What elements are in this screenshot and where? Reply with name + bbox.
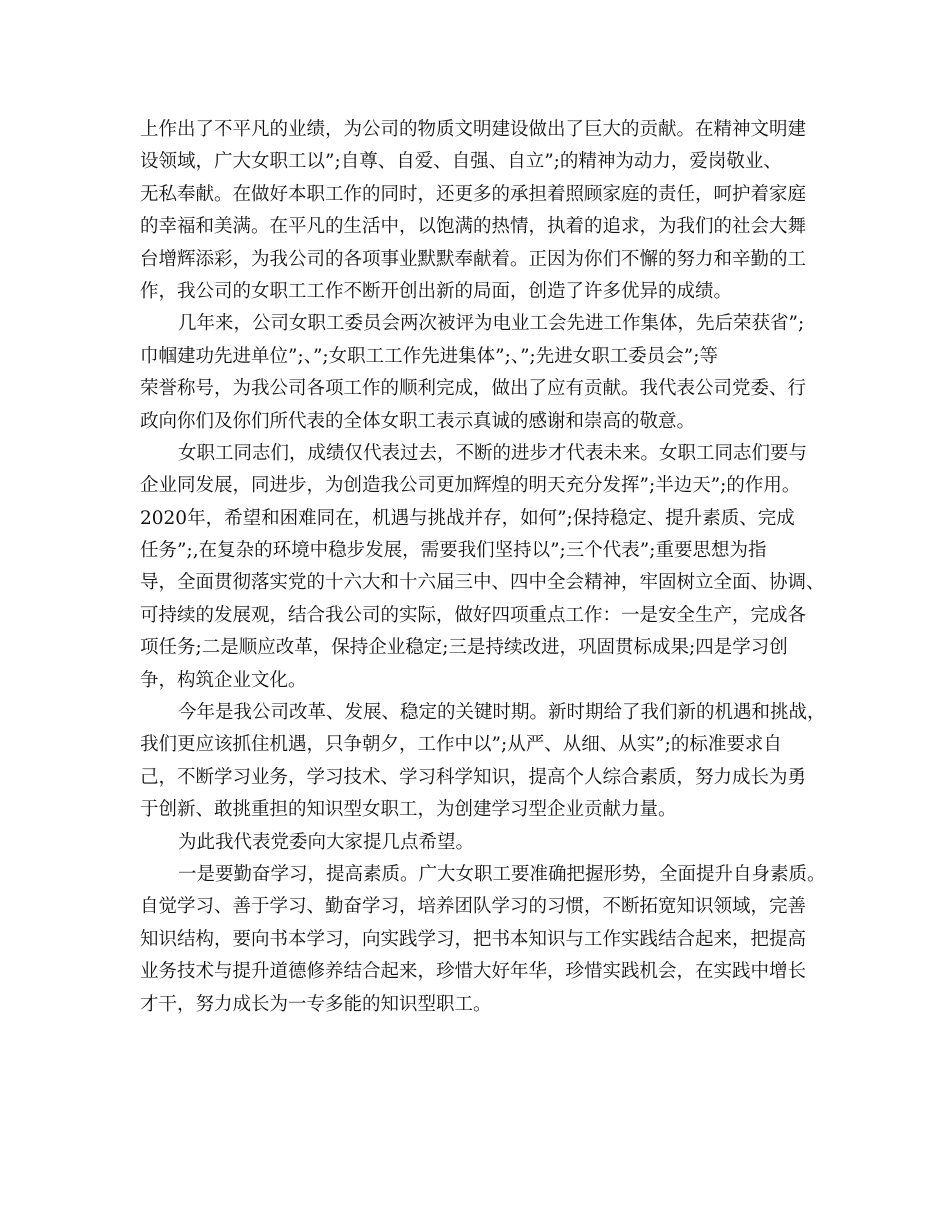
text-line: 自觉学习、善于学习、勤奋学习，培养团队学习的习惯，不断拓宽知识领域，完善 (140, 896, 807, 918)
text-line: 2020年，希望和困难同在，机遇与挑战并存，如何”;保持稳定、提升素质、完成 (140, 507, 795, 529)
paragraph-first-line: 一是要勤奋学习，提高素质。广大女职工要准确把握形势，全面提升自身素质。 (178, 863, 826, 885)
text-line: 知识结构，要向书本学习，向实践学习，把书本知识与工作实践结合起来，把提高 (140, 928, 807, 950)
text-line: 上作出了不平凡的业绩，为公司的物质文明建设做出了巨大的贡献。在精神文明建 (140, 119, 807, 140)
text-line: 巾帼建功先进单位”;、”;女职工工作先进集体”;、”;先进女职工委员会”;等 (140, 345, 718, 367)
text-line: 项任务;二是顺应改革，保持企业稳定;三是持续改进，巩固贯标成果;四是学习创 (140, 637, 788, 659)
text-line: 设领域，广大女职工以”;自尊、自爱、自强、自立”;的精神为动力，爱岗敬业、 (140, 151, 782, 173)
document-body (140, 114, 826, 1021)
text-line: 无私奉献。在做好本职工作的同时，还更多的承担着照顾家庭的责任，呵护着家庭 (140, 183, 807, 205)
text-line: 企业同发展，同进步，为创造我公司更加辉煌的明天充分发挥”;半边天”;的作用。 (140, 475, 801, 497)
text-line: 导，全面贯彻落实党的十六大和十六届三中、四中全会精神，牢固树立全面、协调、 (140, 572, 825, 594)
text-line: 台增辉添彩，为我公司的各项事业默默奉献着。正因为你们不懈的努力和辛勤的工 (140, 248, 807, 270)
paragraph-first-line: 几年来，公司女职工委员会两次被评为电业工会先进工作集体，先后荣获省”; (178, 313, 805, 335)
text-line: 可持续的发展观，结合我公司的实际，做好四项重点工作：一是安全生产，完成各 (140, 604, 807, 626)
paragraph-first-line: 为此我代表党委向大家提几点希望。 (178, 831, 475, 853)
text-line: 于创新、敢挑重担的知识型女职工，为创建学习型企业贡献力量。 (140, 799, 677, 821)
text-line: 政向你们及你们所代表的全体女职工表示真诚的感谢和崇高的敬意。 (140, 410, 696, 432)
paragraph-first-line: 女职工同志们，成绩仅代表过去，不断的进步才代表未来。女职工同志们要与 (178, 442, 808, 464)
text-line: 荣誉称号，为我公司各项工作的顺利完成，做出了应有贡献。我代表公司党委、行 (140, 378, 807, 400)
text-line: 才干，努力成长为一专多能的知识型职工。 (140, 993, 492, 1015)
text-line: 的幸福和美满。在平凡的生活中，以饱满的热情，执着的追求，为我们的社会大舞 (140, 216, 807, 238)
text-line: 业务技术与提升道德修养结合起来，珍惜大好年华，珍惜实践机会，在实践中增长 (140, 961, 807, 983)
text-line: 任务”;,在复杂的环境中稳步发展，需要我们坚持以”;三个代表”;重要思想为指 (140, 540, 767, 562)
text-line: 我们更应该抓住机遇，只争朝夕，工作中以”;从严、从细、从实”;的标准要求自 (140, 734, 782, 756)
text-line: 作，我公司的女职工工作不断开创出新的局面，创造了许多优异的成绩。 (140, 280, 733, 302)
paragraph-first-line: 今年是我公司改革、发展、稳定的关键时期。新时期给了我们新的机遇和挑战， (178, 702, 826, 724)
text-line: 己，不断学习业务，学习技术、学习科学知识，提高个人综合素质，努力成长为勇 (140, 766, 807, 788)
text-line: 争，构筑企业文化。 (140, 669, 307, 691)
